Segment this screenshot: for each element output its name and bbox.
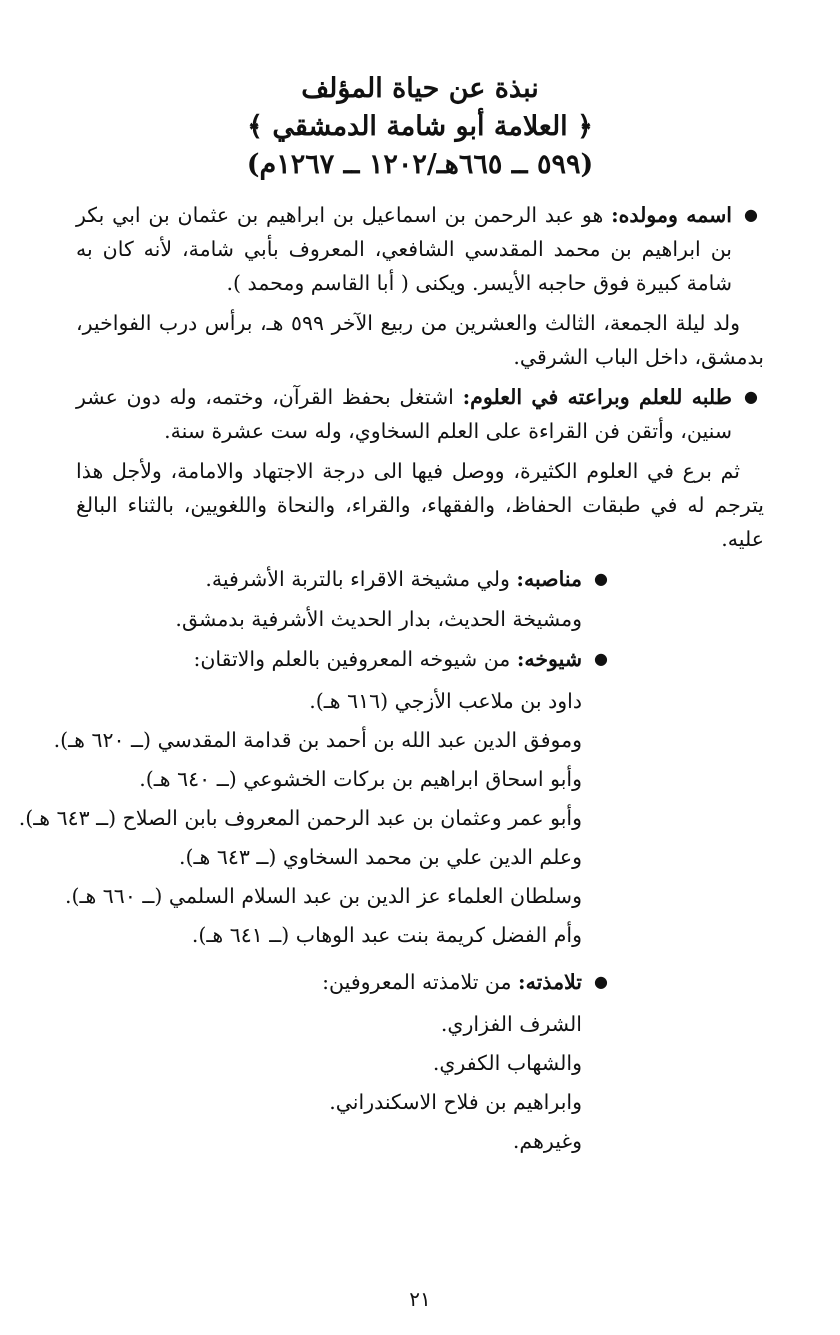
text-line: الفواخير، بدمشق، داخل الباب الشرقي.: [76, 311, 764, 369]
author-name: ﴿ العلامة أبو شامة الدمشقي ﴾: [247, 111, 593, 142]
list-item: وأم الفضل كريمة بنت عبد الوهاب (ــ ٦٤١ هـ).: [191, 923, 582, 947]
text-line: ثم برع في العلوم الكثيرة، ووصل فيها الى درجة الاجتهاد والامامة، ولأجل هذا: [76, 459, 740, 483]
text-line: ولي مشيخة الاقراء بالتربة الأشرفية.: [205, 567, 510, 591]
text-line: من شيوخه المعروفين بالعلم والاتقان:: [193, 647, 511, 671]
author-dates: (٥٩٩ ــ ٦٦٥هـ/١٢٠٢ ــ ١٢٦٧م): [246, 149, 594, 180]
text-line: عليه.: [721, 527, 764, 551]
section-label: تلامذته:: [518, 970, 582, 994]
section-teachers: [76, 642, 614, 676]
list-item: وغيرهم.: [512, 1129, 582, 1153]
text-line: فوق حاجبه الأيسر. ويكنى ( أبا القاسم ومحمد ).: [226, 271, 630, 295]
list-item: وأبو اسحاق ابراهيم بن بركات الخشوعي (ــ ٦٤٠ هـ).: [139, 767, 582, 791]
list-item: الشرف الفزاري.: [440, 1012, 582, 1036]
bullet-icon: ●: [744, 205, 758, 224]
text-line: ومشيخة الحديث، بدار الحديث الأشرفية بدمشق.: [175, 607, 582, 631]
text-line: ابراهيم بن محمد المقدسي الشافعي، المعروف بأبي شامة، لأنه كان به شامة كبيرة: [76, 237, 732, 295]
section-students: [76, 965, 614, 999]
text-line: من تلامذته المعروفين:: [322, 970, 512, 994]
text-line: ولد ليلة الجمعة، الثالث والعشرين من ربيع الآخر ٥٩٩ هـ، برأس درب: [158, 311, 740, 335]
bullet-icon: ●: [594, 569, 608, 588]
list-item: داود بن ملاعب الأزجي (٦١٦ هـ).: [309, 689, 582, 713]
text-line: هو عبد الرحمن بن اسماعيل بن ابراهيم بن عثمان بن ابي بكر بن: [76, 203, 732, 261]
list-item: وموفق الدين عبد الله بن أحمد بن قدامة المقدسي (ــ ٦٢٠ هـ).: [53, 728, 582, 752]
list-item: وابراهيم بن فلاح الاسكندراني.: [329, 1090, 582, 1114]
page-number: ٢١: [409, 1287, 431, 1311]
paragraph-birth: [76, 306, 764, 374]
section-label: مناصبه:: [516, 567, 582, 591]
section-label: اسمه ومولده:: [611, 203, 732, 227]
bullet-icon: ●: [744, 387, 758, 406]
section-positions: [76, 562, 614, 596]
students-list: [76, 1005, 582, 1161]
page-header: [0, 70, 840, 184]
paragraph-positions-cont: [76, 602, 582, 636]
page-title: نبذة عن حياة المؤلف: [301, 73, 539, 104]
section-study: [76, 380, 764, 448]
list-item: وأبو عمر وعثمان بن عبد الرحمن المعروف بابن الصلاح (ــ ٦٤٣ هـ).: [18, 806, 582, 830]
bullet-icon: ●: [594, 649, 608, 668]
bullet-icon: ●: [594, 972, 608, 991]
list-item: وعلم الدين علي بن محمد السخاوي (ــ ٦٤٣ هـ).: [178, 845, 582, 869]
text-line: سنين، وأتقن فن القراءة على العلم السخاوي، وله ست عشرة سنة.: [164, 419, 732, 443]
text-line: اشتغل بحفظ القرآن، وختمه، وله دون عشر: [76, 385, 454, 409]
section-name-birth: [76, 198, 764, 300]
list-item: وسلطان العلماء عز الدين بن عبد السلام السلمي (ــ ٦٦٠ هـ).: [64, 884, 582, 908]
biography-body: [18, 198, 764, 1167]
paragraph-excellence: [76, 454, 764, 556]
section-label: طلبه للعلم وبراعته في العلوم:: [462, 385, 732, 409]
section-label: شيوخه:: [516, 647, 582, 671]
list-item: والشهاب الكفري.: [432, 1051, 582, 1075]
teachers-list: [18, 682, 582, 955]
text-line: يترجم له في طبقات الحفاظ، والفقهاء، والقراء، والنحاة واللغويين، بالثناء البالغ: [76, 493, 764, 517]
